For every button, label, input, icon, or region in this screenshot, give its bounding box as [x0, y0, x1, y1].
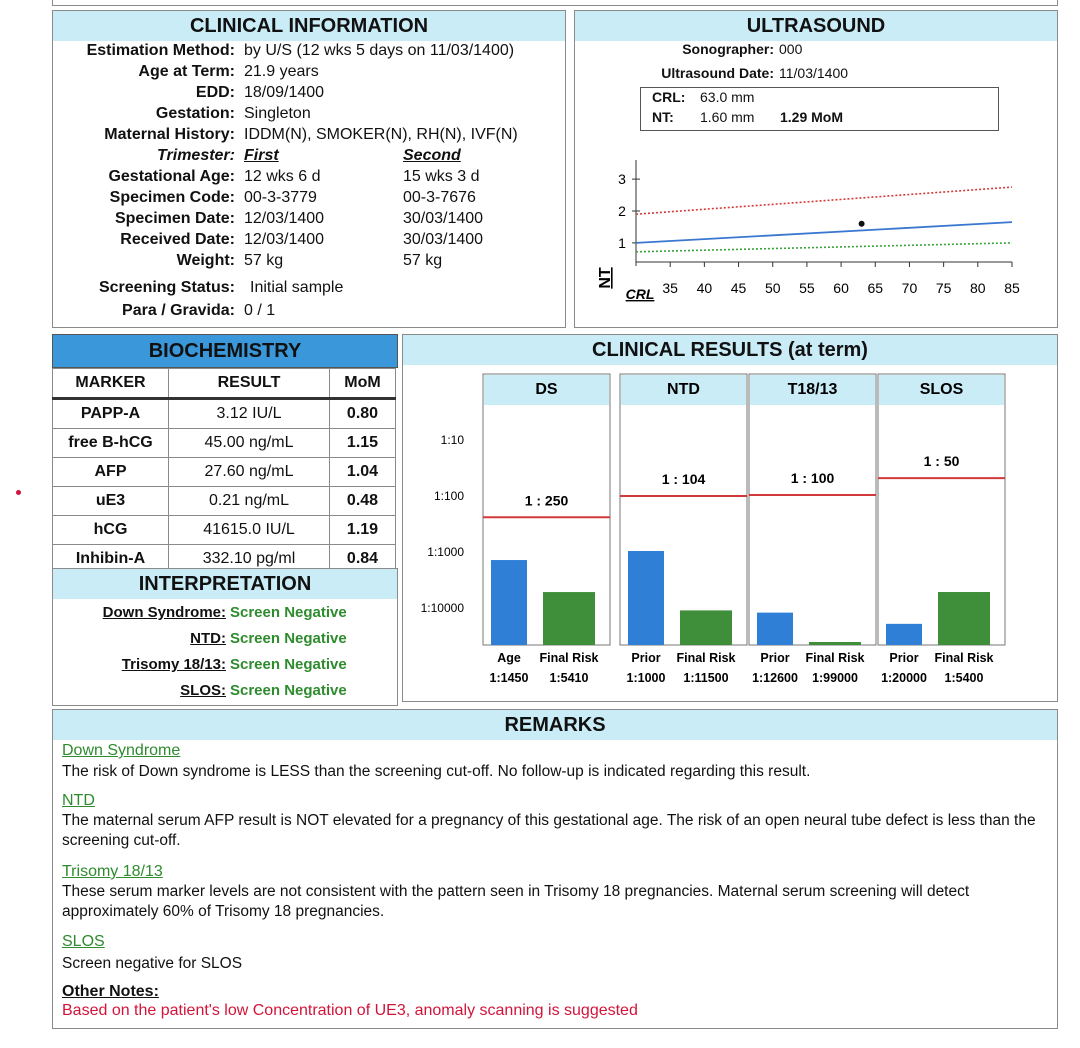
table-row — [53, 458, 396, 487]
risk-cutoff-label: 1 : 100 — [790, 470, 835, 486]
remark-text: The maternal serum AFP result is NOT elevated for a pregnancy of this gestational age. The risk of an open neural tube defect is less than the screening cut-off. — [62, 812, 1036, 849]
nt-label: NT: — [652, 109, 674, 125]
result-cell: 41615.0 IU/L — [169, 516, 330, 545]
risk-bar-label: Age — [497, 651, 521, 665]
x-axis-label: CRL — [625, 286, 655, 302]
trimester-first-label: First — [244, 147, 279, 164]
table-row — [53, 516, 396, 545]
interpretation-label: Down Syndrome: — [102, 604, 226, 621]
result-cell: 3.12 IU/L — [169, 399, 330, 429]
risk-y-tick-label: 1:10 — [440, 433, 464, 447]
ci-value: by U/S (12 wks 5 days on 11/03/1400) — [244, 42, 515, 59]
mom-cell: 1.19 — [330, 516, 396, 545]
ci-trimester-label: Weight: — [176, 252, 235, 269]
risk-y-tick-label: 1:10000 — [420, 601, 464, 615]
table-row — [53, 429, 396, 458]
mom-cell: 1.15 — [330, 429, 396, 458]
para-gravida-label: Para / Gravida: — [122, 302, 235, 319]
risk-group-title: SLOS — [919, 381, 964, 398]
ci-value: 21.9 years — [244, 63, 319, 80]
sonographer-value: 000 — [779, 41, 803, 57]
ci-label: Age at Term: — [138, 63, 235, 80]
marker-col-header: MARKER — [53, 369, 169, 399]
mom-cell: 0.80 — [330, 399, 396, 429]
mom-col-header: MoM — [330, 369, 396, 399]
marker-cell: free B-hCG — [53, 429, 169, 458]
series-line-median — [636, 222, 1012, 243]
risk-bar — [809, 642, 861, 645]
clinical-info-title: CLINICAL INFORMATION — [53, 11, 565, 41]
risk-bar — [680, 610, 732, 645]
ultrasound-title: ULTRASOUND — [575, 11, 1057, 41]
risk-cutoff-label: 1 : 50 — [923, 453, 960, 470]
remark-text: Screen negative for SLOS — [62, 955, 243, 972]
mom-cell: 0.84 — [330, 545, 396, 574]
risk-bar-value: 1:99000 — [812, 671, 858, 685]
screening-status-value: Initial sample — [250, 279, 344, 296]
y-tick-label: 2 — [618, 203, 626, 219]
x-tick-label: 40 — [696, 280, 713, 296]
interpretation-title: INTERPRETATION — [53, 569, 397, 599]
ci-value: 18/09/1400 — [244, 84, 325, 101]
ci-label: Maternal History: — [104, 126, 235, 143]
risk-group-title: NTD — [667, 381, 700, 398]
sonographer-label: Sonographer: — [682, 41, 774, 57]
risk-bar — [491, 560, 527, 645]
y-tick-label: 1 — [618, 234, 626, 251]
mom-cell: 0.48 — [330, 487, 396, 516]
ci-trimester-label: Received Date: — [120, 231, 235, 248]
x-tick-label: 85 — [1004, 280, 1020, 296]
risk-group-title: DS — [535, 381, 558, 398]
remark-heading: Trisomy 18/13 — [62, 863, 163, 880]
other-notes-heading: Other Notes: — [62, 983, 159, 1000]
x-tick-label: 55 — [799, 280, 815, 296]
ci-first-value: 57 kg — [244, 252, 284, 269]
interpretation-row — [0, 682, 400, 702]
ci-second-value: 30/03/1400 — [403, 210, 484, 227]
x-tick-label: 50 — [764, 280, 781, 296]
x-tick-label: 65 — [867, 280, 884, 296]
para-gravida-value: 0 / 1 — [244, 302, 276, 319]
ci-second-value: 57 kg — [403, 252, 443, 269]
trimester-label: Trimester: — [157, 147, 235, 164]
remark-heading: SLOS — [62, 933, 105, 950]
x-tick-label: 70 — [901, 280, 918, 296]
result-cell: 27.60 ng/mL — [169, 458, 330, 487]
trimester-second-label: Second — [403, 147, 461, 164]
ci-label: Estimation Method: — [86, 42, 235, 59]
marker-cell: uE3 — [53, 487, 169, 516]
risk-bar — [543, 592, 595, 645]
measured-point — [859, 221, 865, 227]
x-tick-label: 45 — [730, 280, 747, 296]
marker-cell: AFP — [53, 458, 169, 487]
ci-first-value: 12/03/1400 — [244, 231, 325, 248]
risk-cutoff-label: 1 : 104 — [661, 470, 706, 487]
ci-value: Singleton — [244, 105, 311, 122]
risk-cutoff-label: 1 : 250 — [524, 492, 569, 509]
clinical-results-title: CLINICAL RESULTS (at term) — [403, 335, 1057, 365]
crl-value: 63.0 mm — [700, 89, 755, 105]
remark-text: The risk of Down syndrome is LESS than the screening cut-off. No follow-up is indicated regarding this result. — [62, 763, 811, 780]
risk-bar-label: Final Risk — [539, 651, 599, 665]
risk-bar — [628, 551, 664, 645]
risk-y-tick-label: 1:100 — [433, 489, 464, 503]
risk-bar-value: 1:12600 — [752, 671, 798, 685]
risk-bar-label: Prior — [760, 651, 790, 665]
crl-label: CRL: — [652, 89, 686, 105]
x-tick-label: 60 — [833, 280, 849, 296]
ci-trimester-label: Specimen Date: — [114, 210, 235, 227]
interpretation-label: Trisomy 18/13: — [121, 656, 226, 673]
biochemistry-panel — [52, 334, 398, 368]
ultrasound-date-label: Ultrasound Date: — [661, 65, 774, 81]
risk-bar-value: 1:1000 — [626, 671, 666, 685]
ci-second-value: 00-3-7676 — [403, 189, 476, 206]
risk-group-title: T18/13 — [787, 381, 838, 398]
top-border — [52, 0, 1058, 6]
table-row — [53, 487, 396, 516]
result-cell: 332.10 pg/ml — [169, 545, 330, 574]
risk-bar-value: 1:5400 — [944, 671, 984, 685]
ci-first-value: 12 wks 6 d — [244, 168, 321, 185]
interpretation-value: Screen Negative — [230, 630, 347, 647]
risk-bar-label: Final Risk — [934, 651, 994, 665]
series-line-upper — [636, 187, 1012, 214]
remark-text: These serum marker levels are not consistent with the pattern seen in Trisomy 18 pregnancies. Maternal serum screening will detect approximately 60% of Trisomy 18 pregnancies. — [62, 883, 970, 920]
marker-cell: Inhibin-A — [53, 545, 169, 574]
risk-bar-value: 1:5410 — [549, 671, 589, 685]
interpretation-value: Screen Negative — [230, 682, 347, 699]
risk-chart — [402, 366, 1058, 696]
y-axis-label: NT — [597, 267, 614, 289]
table-row — [53, 399, 396, 429]
ci-first-value: 12/03/1400 — [244, 210, 325, 227]
interpretation-row — [0, 630, 400, 650]
risk-group-frame — [749, 374, 876, 645]
risk-bar — [757, 613, 793, 645]
interpretation-value: Screen Negative — [230, 604, 347, 621]
risk-bar-label: Prior — [631, 651, 661, 665]
risk-bar-label: Final Risk — [676, 651, 736, 665]
risk-bar-value: 1:1450 — [489, 671, 529, 685]
nt-crl-chart — [596, 140, 1020, 310]
x-tick-label: 35 — [662, 280, 678, 296]
risk-bar-value: 1:20000 — [881, 671, 927, 685]
x-tick-label: 80 — [970, 280, 986, 296]
x-tick-label: 75 — [935, 280, 952, 296]
ci-second-value: 15 wks 3 d — [403, 168, 480, 185]
risk-bar — [886, 624, 922, 645]
risk-y-tick-label: 1:1000 — [427, 545, 464, 559]
nt-value: 1.60 mm — [700, 109, 755, 125]
remark-heading: NTD — [62, 792, 95, 809]
risk-bar-value: 1:11500 — [683, 671, 729, 685]
interpretation-label: SLOS: — [180, 682, 226, 699]
nt-mom-value: 1.29 MoM — [780, 109, 844, 125]
risk-bar — [938, 592, 990, 645]
marker-cell: hCG — [53, 516, 169, 545]
other-notes-text: Based on the patient's low Concentration of UE3, anomaly scanning is suggested — [62, 1002, 638, 1019]
margin-dot — [16, 490, 21, 495]
result-col-header: RESULT — [169, 369, 330, 399]
interpretation-label: NTD: — [190, 630, 226, 647]
ci-first-value: 00-3-3779 — [244, 189, 317, 206]
biochemistry-title: BIOCHEMISTRY — [53, 335, 397, 367]
interpretation-row — [0, 656, 400, 676]
ci-label: Gestation: — [155, 105, 235, 122]
remark-heading: Down Syndrome — [62, 742, 181, 759]
ci-value: IDDM(N), SMOKER(N), RH(N), IVF(N) — [244, 126, 518, 143]
biochemistry-table — [52, 368, 396, 574]
result-cell: 0.21 ng/mL — [169, 487, 330, 516]
ci-trimester-label: Specimen Code: — [109, 189, 235, 206]
ultrasound-date-value: 11/03/1400 — [779, 65, 849, 81]
remarks-title: REMARKS — [53, 710, 1057, 740]
remarks-panel — [52, 709, 1058, 1029]
ci-trimester-label: Gestational Age: — [108, 168, 235, 185]
biochemistry-header-row — [53, 369, 396, 399]
risk-bar-label: Prior — [889, 651, 919, 665]
y-tick-label: 3 — [618, 171, 626, 188]
marker-cell: PAPP-A — [53, 399, 169, 429]
ci-second-value: 30/03/1400 — [403, 231, 484, 248]
result-cell: 45.00 ng/mL — [169, 429, 330, 458]
series-line-lower — [636, 243, 1012, 252]
risk-bar-label: Final Risk — [805, 651, 865, 665]
interpretation-row — [0, 604, 400, 624]
screening-status-label: Screening Status: — [98, 279, 235, 296]
interpretation-value: Screen Negative — [230, 656, 347, 673]
ci-label: EDD: — [195, 84, 235, 101]
mom-cell: 1.04 — [330, 458, 396, 487]
